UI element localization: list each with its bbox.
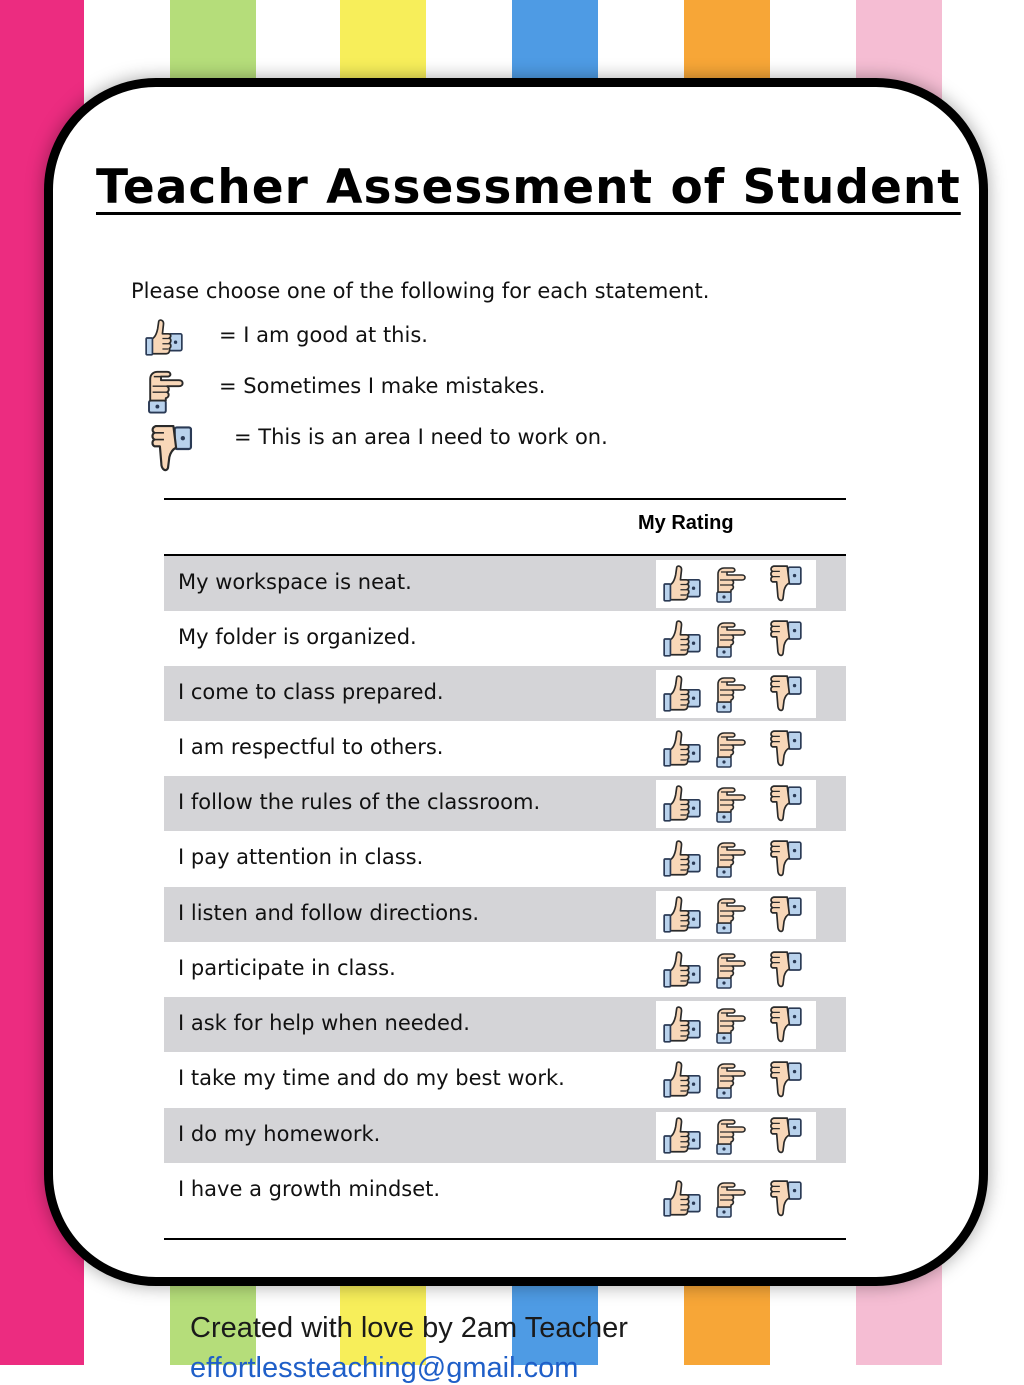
statement-text: My folder is organized.	[178, 625, 417, 649]
rating-options	[656, 1112, 816, 1160]
rating-thumbs-up-icon[interactable]	[660, 1115, 704, 1157]
table-row	[164, 611, 846, 666]
statement-text: I am respectful to others.	[178, 735, 444, 759]
table-row	[164, 666, 846, 721]
rating-thumbs-sideways-icon[interactable]	[712, 728, 752, 770]
rating-thumbs-up-icon[interactable]	[660, 894, 704, 936]
table-row	[164, 1163, 846, 1218]
statement-text: I have a growth mindset.	[178, 1177, 441, 1201]
rating-thumbs-sideways-icon[interactable]	[712, 618, 752, 660]
statement-text: I pay attention in class.	[178, 845, 424, 869]
table-row	[164, 1108, 846, 1163]
statement-text: I listen and follow directions.	[178, 901, 480, 925]
statement-text: I come to class prepared.	[178, 680, 444, 704]
rating-options	[656, 560, 816, 608]
rating-thumbs-up-icon[interactable]	[660, 1004, 704, 1046]
rating-thumbs-sideways-icon[interactable]	[712, 673, 752, 715]
rating-options	[656, 891, 816, 939]
rating-thumbs-up-icon[interactable]	[660, 1178, 704, 1220]
rating-thumbs-sideways-icon[interactable]	[712, 949, 752, 991]
rating-thumbs-sideways-icon[interactable]	[712, 1059, 752, 1101]
rating-thumbs-up-icon[interactable]	[660, 838, 704, 880]
legend-sometimes-text: = Sometimes I make mistakes.	[219, 374, 546, 398]
legend-thumbs-sideways-icon	[143, 364, 191, 418]
instructions-intro: Please choose one of the following for each statement.	[131, 279, 710, 303]
rating-thumbs-down-icon[interactable]	[760, 728, 806, 770]
table-row	[164, 942, 846, 997]
table-row	[164, 556, 846, 611]
table-row	[164, 831, 846, 886]
rating-thumbs-sideways-icon[interactable]	[712, 1115, 752, 1157]
rating-thumbs-down-icon[interactable]	[760, 1004, 806, 1046]
legend-good-text: = I am good at this.	[219, 323, 428, 347]
statement-text: I ask for help when needed.	[178, 1011, 470, 1035]
rating-thumbs-down-icon[interactable]	[760, 1178, 806, 1220]
statement-text: I take my time and do my best work.	[178, 1066, 565, 1090]
table-row	[164, 1052, 846, 1107]
rating-options	[656, 725, 816, 773]
legend-thumbs-up-icon	[140, 317, 188, 359]
table-row	[164, 887, 846, 942]
rating-thumbs-down-icon[interactable]	[760, 838, 806, 880]
rating-thumbs-sideways-icon[interactable]	[712, 894, 752, 936]
rating-thumbs-down-icon[interactable]	[760, 1059, 806, 1101]
rating-thumbs-sideways-icon[interactable]	[712, 563, 752, 605]
rating-thumbs-down-icon[interactable]	[760, 673, 806, 715]
table-row	[164, 997, 846, 1052]
page-title: Teacher Assessment of Student	[96, 160, 961, 215]
table-row	[164, 721, 846, 776]
my-rating-header: My Rating	[638, 512, 734, 534]
rating-thumbs-up-icon[interactable]	[660, 563, 704, 605]
rating-options	[656, 780, 816, 828]
rating-thumbs-down-icon[interactable]	[760, 618, 806, 660]
rating-thumbs-down-icon[interactable]	[760, 894, 806, 936]
rating-thumbs-down-icon[interactable]	[760, 949, 806, 991]
rating-thumbs-sideways-icon[interactable]	[712, 1178, 752, 1220]
rating-thumbs-up-icon[interactable]	[660, 728, 704, 770]
legend-work-on-text: = This is an area I need to work on.	[234, 425, 608, 449]
rating-thumbs-up-icon[interactable]	[660, 618, 704, 660]
statement-text: I participate in class.	[178, 956, 396, 980]
statement-text: My workspace is neat.	[178, 570, 412, 594]
footer-credit: Created with love by 2am Teacher	[190, 1312, 628, 1344]
statement-text: I do my homework.	[178, 1122, 381, 1146]
statement-text: I follow the rules of the classroom.	[178, 790, 541, 814]
rating-options	[656, 1001, 816, 1049]
rating-options	[656, 670, 816, 718]
legend-thumbs-down-icon	[138, 422, 198, 476]
rating-thumbs-sideways-icon[interactable]	[712, 838, 752, 880]
rating-thumbs-up-icon[interactable]	[660, 949, 704, 991]
rating-thumbs-sideways-icon[interactable]	[712, 1004, 752, 1046]
rating-options	[656, 1175, 816, 1223]
table-row	[164, 776, 846, 831]
rating-options	[656, 835, 816, 883]
table-header	[164, 500, 846, 556]
rating-options	[656, 946, 816, 994]
rating-thumbs-down-icon[interactable]	[760, 783, 806, 825]
rating-thumbs-down-icon[interactable]	[760, 1115, 806, 1157]
rating-thumbs-down-icon[interactable]	[760, 563, 806, 605]
rating-thumbs-up-icon[interactable]	[660, 783, 704, 825]
footer-email-link[interactable]: effortlessteaching@gmail.com	[190, 1352, 579, 1384]
rating-table	[164, 498, 846, 1240]
rating-options	[656, 1056, 816, 1104]
rating-thumbs-up-icon[interactable]	[660, 1059, 704, 1101]
rating-options	[656, 615, 816, 663]
rating-thumbs-sideways-icon[interactable]	[712, 783, 752, 825]
rating-thumbs-up-icon[interactable]	[660, 673, 704, 715]
